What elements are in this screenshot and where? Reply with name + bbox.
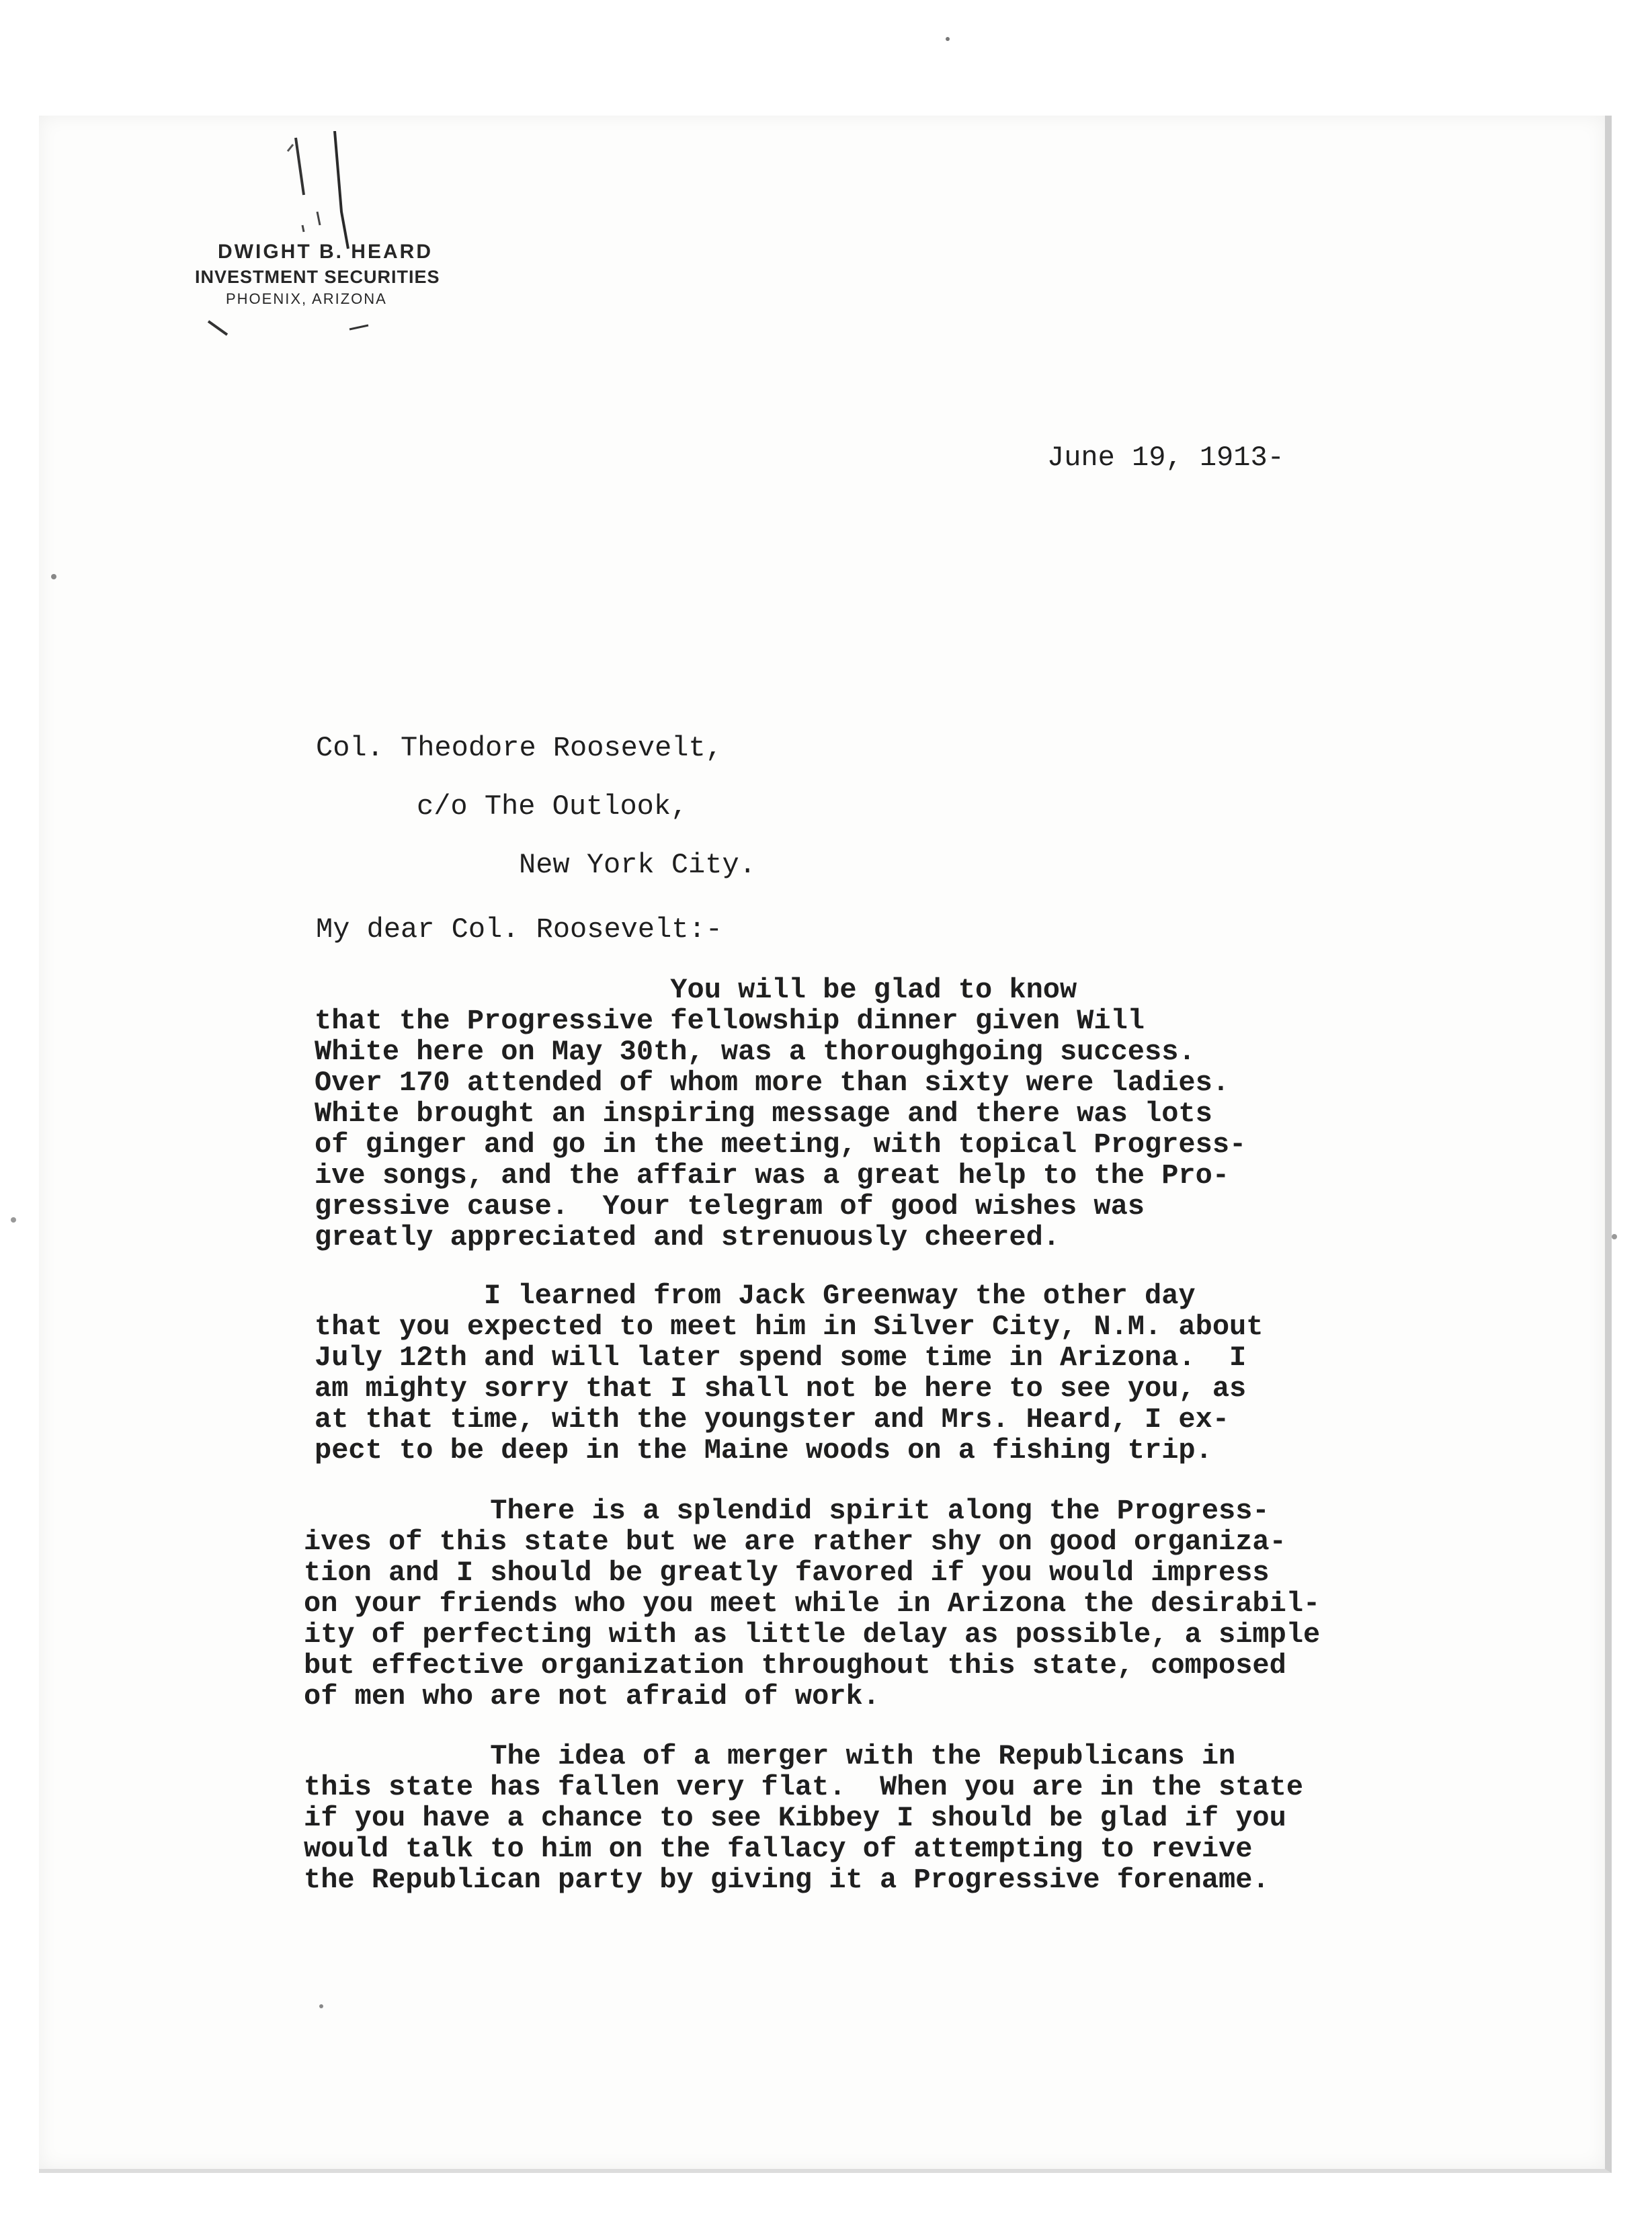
- recipient-city: New York City.: [519, 849, 756, 881]
- letter-date: June 19, 1913-: [1047, 442, 1284, 474]
- body-paragraph-3: There is a splendid spirit along the Progress- ives of this state but we are rather shy on good organiza- tion and I should be greatly favored if you would impress on your friends who you meet while in Arizona the desirabil- ity of perfecting with as little delay as possible, a simple but effective organization throughout this state, composed of men who are not afraid of work.: [304, 1495, 1321, 1713]
- body-paragraph-4: The idea of a merger with the Republicans in this state has fallen very flat. When you are in the state if you have a chance to see Kibbey I should be glad if you would talk to him on the fallacy of attempting to revive the Republican party by giving it a Progressive forename.: [304, 1740, 1304, 1896]
- salutation: My dear Col. Roosevelt:-: [316, 913, 722, 946]
- letterhead-location: PHOENIX, ARIZONA: [226, 290, 387, 308]
- recipient-care-of: c/o The Outlook,: [417, 790, 688, 823]
- letterhead-business: INVESTMENT SECURITIES: [195, 266, 440, 287]
- body-paragraph-2: I learned from Jack Greenway the other day that you expected to meet him in Silver City, N.M. about July 12th and will later spend some time in Arizona. I am mighty sorry that I shall not be here to see you, as at that time, with the youngster and Mrs. Heard, I ex- pect to be deep in the Maine woods on a fishing trip.: [315, 1280, 1264, 1467]
- letterhead-name: DWIGHT B. HEARD: [218, 241, 433, 263]
- recipient-name: Col. Theodore Roosevelt,: [316, 732, 722, 764]
- body-paragraph-1: You will be glad to know that the Progressive fellowship dinner given Will White here on May 30th, was a thoroughgoing success. Over 170 attended of whom more than sixty were ladies. White brought an inspiring message and there was lots of ginger and go in the meeting, with topical Progress- ive songs, and the affair was a great help to the Pro- gressive cause. Your telegram of good wishes was greatly appreciated and strenuously cheered.: [315, 974, 1247, 1253]
